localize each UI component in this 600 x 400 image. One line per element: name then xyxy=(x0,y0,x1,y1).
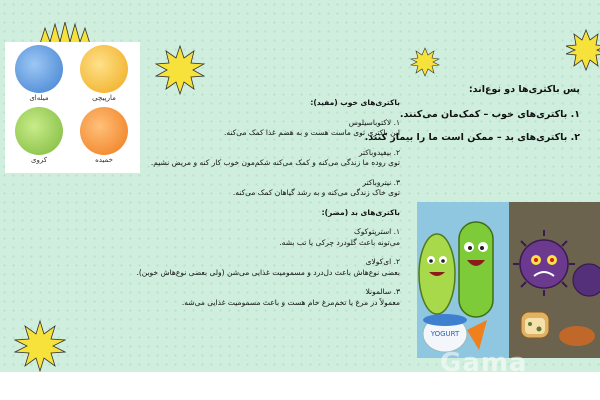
watermark: Gama xyxy=(440,348,528,372)
bad-bacteria-character xyxy=(573,264,600,296)
good-entry-desc: توی خاک زندگی می‌کنه و به رشد گیاهان کمک می‌کنه. xyxy=(232,188,400,197)
bad-entry-desc: معمولاً در مرغ یا تخم‌مرغ خام هست و باعث مسمومیت غذایی می‌شه. xyxy=(181,297,400,307)
curved-bacteria-label: خمیده xyxy=(95,156,113,164)
bad-entry-name: ۱. استرپتوکوک xyxy=(354,227,400,236)
bad-entry-name: ۳. سالمونلا xyxy=(365,287,400,296)
sun-decoration-bottom-left xyxy=(14,320,66,372)
cocci-bacteria-label: کروی xyxy=(30,156,48,164)
bad-bacteria-character xyxy=(520,240,568,288)
yogurt-label: YOGURT xyxy=(430,330,460,338)
good-entry-desc: این باکتری توی ماست هست و به هضم غذا کمک می‌کنه. xyxy=(224,128,400,137)
bad-entry-name: ۲. ای‌کولای xyxy=(365,257,400,266)
good-bacteria-character xyxy=(459,222,493,317)
sun-decoration-right xyxy=(410,47,440,77)
good-heading: باکتری‌های خوب (مفید): xyxy=(310,98,400,107)
bad-entry-desc: می‌تونه باعث گلودرد چرکی یا تب بشه. xyxy=(279,237,400,247)
bottom-strip xyxy=(0,372,600,400)
intro-item-good: ۱. باکتری‌های خوب – کمک‌مان می‌کنند. xyxy=(399,109,580,120)
sun-decoration-mid xyxy=(155,45,205,95)
sun-decoration-top-right xyxy=(566,28,600,72)
spiral-bacteria-image xyxy=(80,45,128,93)
good-entry-name: ۳. نیتروباکتر xyxy=(362,177,400,187)
cocci-bacteria-image xyxy=(15,107,63,155)
rod-bacteria-image xyxy=(15,45,63,93)
good-entry-desc: توی روده ما زندگی می‌کنه و کمک می‌کنه شکم‌مون خوب کار کنه و مریض نشیم. xyxy=(150,158,400,167)
intro-title: پس باکتری‌ها دو نوع‌اند: xyxy=(468,84,580,95)
bad-heading: باکتری‌های بد (مضر): xyxy=(321,207,400,217)
bacteria-list xyxy=(120,98,400,308)
bad-entry-desc: بعضی نوع‌هاش باعث دل‌درد و مسمومیت غذایی می‌شن (ولی بعضی نوع‌هاش خوبن). xyxy=(136,267,400,277)
spiral-bacteria-label: مارپیچی xyxy=(92,94,116,102)
good-entry-name: ۲. بیفیدوباکتر xyxy=(358,147,400,157)
good-entry-name: ۱. لاکتوباسیلوس xyxy=(348,117,400,127)
sun-decoration-top-left xyxy=(40,22,90,44)
intro-item-bad: ۲. باکتری‌های بد – ممکن است ما را بیمار کنند. xyxy=(364,132,580,143)
rod-bacteria-label: میله‌ای xyxy=(29,94,49,102)
good-vs-bad-bacteria-illustration xyxy=(417,202,600,358)
